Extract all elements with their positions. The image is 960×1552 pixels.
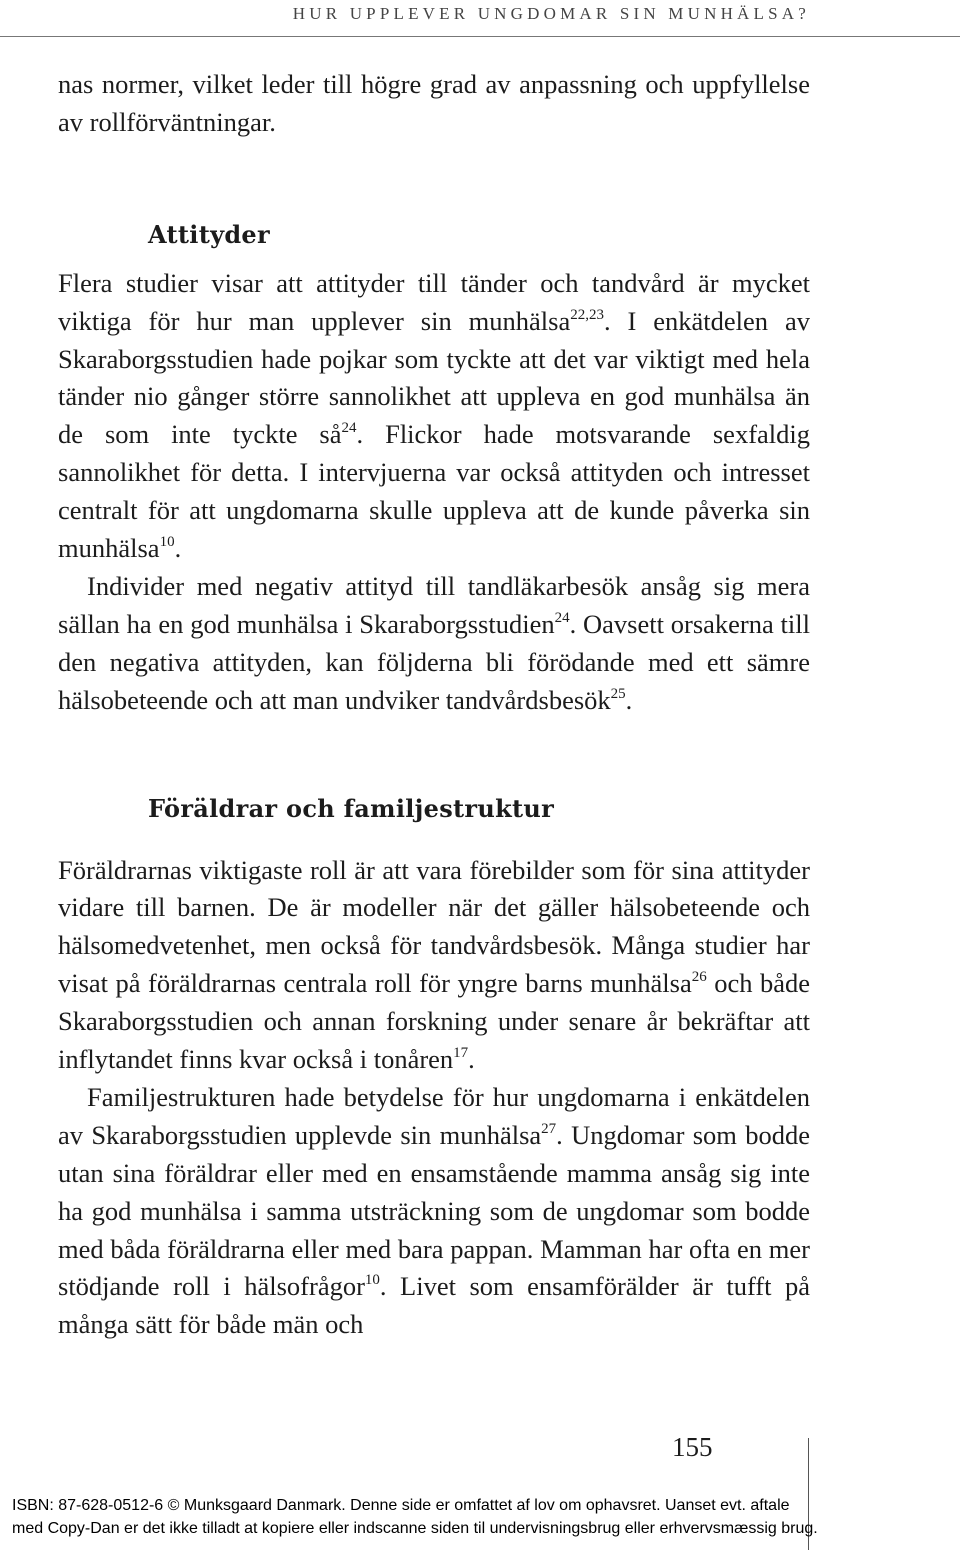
paragraph [58,1079,810,1344]
running-head: HUR UPPLEVER UNGDOMAR SIN MUNHÄLSA? [292,4,810,23]
text-run: . [625,684,633,715]
footer-line: ISBN: 87-628-0512-6 © Munksgaard Danmark. Denne side er omfattet af lov om ophavsret. Uanset evt. aftale [12,1497,790,1514]
header-rule [0,36,960,37]
footnote-ref: 27 [541,1120,557,1137]
text-run: . Ungdomar som bodde utan sina föräldrar eller med en ensamstående mamma ansåg sig inte ha god munhälsa i samma utsträckning som de ungdomar som bodde med båda föräldrarna eller med bara pappan. Mamman har ofta en mer stödjande roll i hälsofrågor [58,1119,810,1302]
text-run: Föräldrarnas viktigaste roll är att vara förebilder som för sina attityder vidare till barnen. De är modeller när det gäller hälsobeteende och hälsomedvetenhet, men också för tandvårdsbesök. Många studier har visat på föräldrarnas centrala roll för yngre barns munhälsa [58,854,810,999]
footnote-ref: 10 [364,1272,380,1289]
intro-paragraph: nas normer, vilket leder till högre grad av anpassning och uppfyllelse av rollförväntningar. [58,69,810,137]
text-run: . Livet som ensamförälder är tufft på många sätt för både män och [58,1271,810,1340]
section-heading-foraldrar: Föräldrar och familjestruktur [148,793,555,823]
copyright-footer [12,1494,952,1540]
text-run: Flera studier visar att attityder till tänder och tandvård är mycket viktiga för hur man upplever sin munhälsa [58,267,810,336]
footnote-ref: 26 [691,969,707,986]
footnote-ref: 22,23 [570,306,604,323]
section-heading-attityder: Attityder [148,219,270,249]
paragraph [58,265,810,568]
text-run: . Flickor hade motsvarande sexfaldig sannolikhet för detta. I intervjuerna var också attityden och intresset centralt för att ungdomarna skulle uppleva att de kunde påverka sin munhälsa [58,419,811,564]
text-run: Familjestrukturen hade betydelse för hur ungdomarna i enkätdelen av Skaraborgsstudien upplevde sin munhälsa [58,1081,810,1150]
body-text [58,66,810,1344]
text-run: Individer med negativ attityd till tandläkarbesök ansåg sig mera sällan ha en god munhälsa i Skaraborgsstudien [58,570,810,639]
footer-line: med Copy-Dan er det ikke tilladt at kopiere eller indscanne siden til undervisningsbrug eller erhvervsmæssig brug. [12,1520,818,1537]
text-run: . Oavsett orsakerna till den negativa attityden, kan följderna bli förödande med ett sämre hälsobeteende och att man undviker tandvårdsbesök [58,608,810,715]
footnote-ref: 10 [159,534,175,551]
text-run: . I enkätdelen av Skaraborgsstudien hade pojkar som tyckte att det var viktigt med hela tänder nio gånger större sannolikhet att uppleva en god munhälsa än de som inte tyckte så [58,305,810,450]
paragraph [58,568,810,720]
footnote-ref: 24 [554,609,570,626]
text-run: . [468,1044,475,1075]
paragraph [58,852,810,1079]
page-number: 155 [672,1432,713,1462]
text-run: . [174,533,182,564]
footnote-ref: 25 [610,685,626,702]
footnote-ref: 24 [341,420,357,437]
text-run: och både Skaraborgsstudien och annan forskning under senare år bekräftar att inflytandet finns kvar också i tonåren [58,968,810,1075]
footnote-ref: 17 [453,1045,469,1062]
